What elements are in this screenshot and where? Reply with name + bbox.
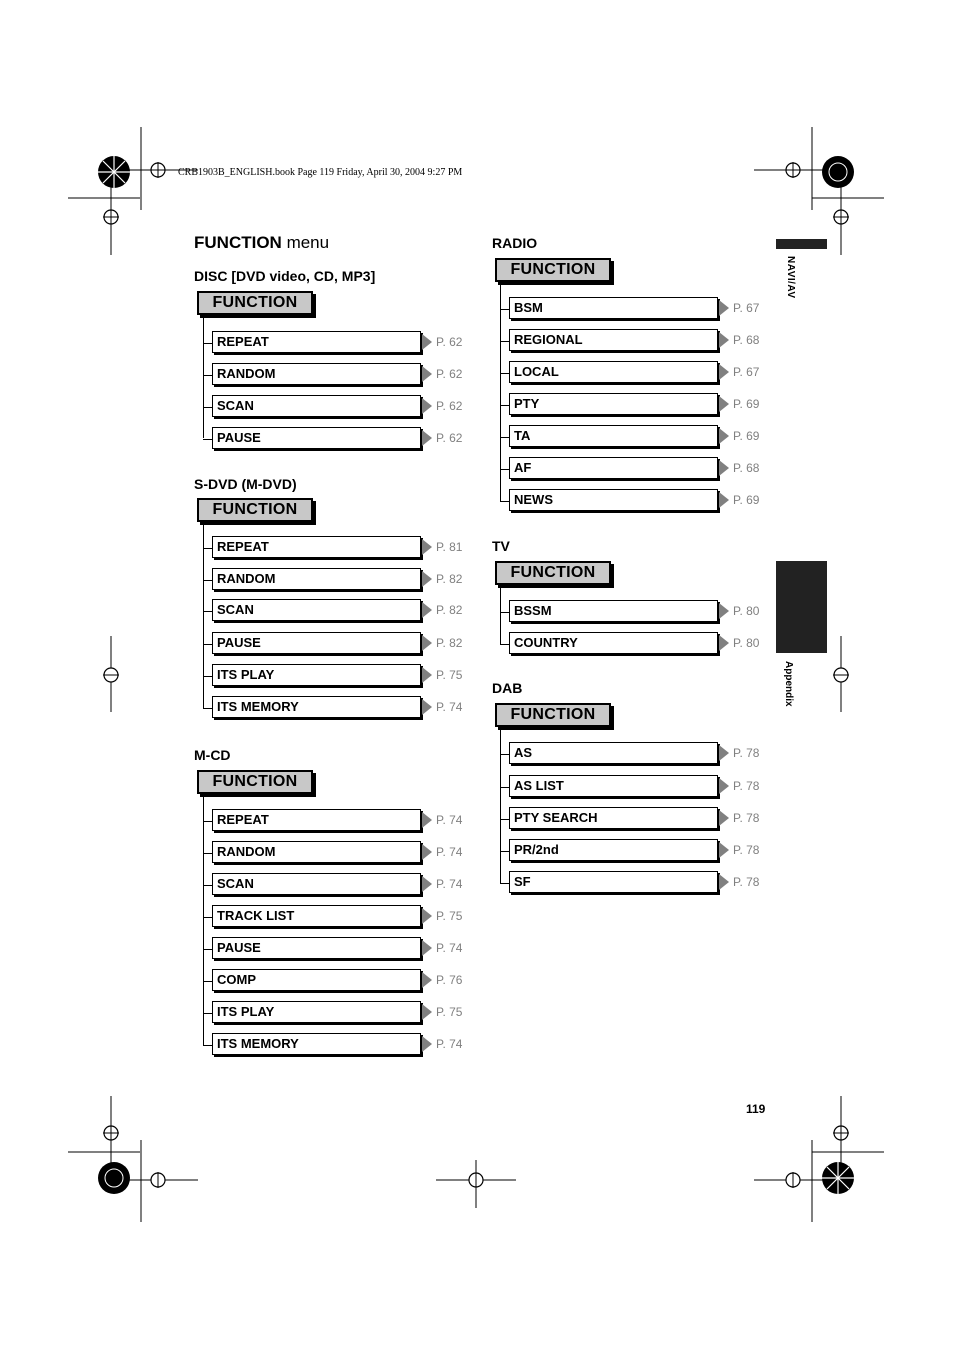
arrow-right-icon: [422, 1004, 432, 1020]
side-tab-appendix: Appendix: [783, 661, 794, 707]
arrow-right-icon: [422, 876, 432, 892]
tree-branch: [500, 612, 509, 613]
page-reference: P. 69: [733, 493, 760, 507]
menu-item-label: ITS MEMORY: [212, 1033, 421, 1055]
arrow-right-icon: [719, 810, 729, 826]
arrow-right-icon: [422, 940, 432, 956]
arrow-right-icon: [719, 332, 729, 348]
tree-branch: [500, 883, 509, 884]
page-reference: P. 80: [733, 604, 760, 618]
page-reference: P. 68: [733, 461, 760, 475]
menu-item-label: PTY: [509, 393, 718, 415]
tree-branch: [500, 754, 509, 755]
menu-item-label: ITS PLAY: [212, 664, 421, 686]
arrow-right-icon: [422, 366, 432, 382]
menu-item-label: COUNTRY: [509, 632, 718, 654]
tree-branch: [500, 469, 509, 470]
page-reference: P. 69: [733, 429, 760, 443]
tree-branch: [500, 644, 509, 645]
tree-branch: [203, 917, 212, 918]
tree-branch: [203, 708, 212, 709]
page-reference: P. 62: [436, 399, 463, 413]
menu-item-label: REPEAT: [212, 536, 421, 558]
arrow-right-icon: [719, 460, 729, 476]
arrow-right-icon: [422, 539, 432, 555]
arrow-right-icon: [719, 778, 729, 794]
menu-item-label: ITS PLAY: [212, 1001, 421, 1023]
page-number: 119: [746, 1102, 766, 1116]
mcd-heading: M-CD: [194, 747, 231, 763]
arrow-right-icon: [719, 364, 729, 380]
page-reference: P. 75: [436, 909, 463, 923]
side-tab-block: [776, 561, 827, 653]
page-reference: P. 78: [733, 811, 760, 825]
page-title-main: FUNCTION: [194, 233, 282, 252]
page-reference: P. 78: [733, 875, 760, 889]
menu-item-label: AF: [509, 457, 718, 479]
arrow-right-icon: [422, 812, 432, 828]
dab-heading: DAB: [492, 680, 523, 696]
arrow-right-icon: [422, 398, 432, 414]
menu-item-label: NEWS: [509, 489, 718, 511]
menu-item-label: REGIONAL: [509, 329, 718, 351]
menu-item-label: SCAN: [212, 395, 421, 417]
side-tab-navi: NAVI/AV: [785, 256, 796, 299]
arrow-right-icon: [719, 300, 729, 316]
page-reference: P. 67: [733, 365, 760, 379]
arrow-right-icon: [422, 334, 432, 350]
page-reference: P. 74: [436, 941, 463, 955]
page-reference: P. 74: [436, 1037, 463, 1051]
arrow-right-icon: [422, 972, 432, 988]
menu-item-label: TRACK LIST: [212, 905, 421, 927]
menu-item-label: SF: [509, 871, 718, 893]
radio-function-label: FUNCTION: [495, 258, 611, 282]
tree-branch: [500, 341, 509, 342]
menu-item-label: ITS MEMORY: [212, 696, 421, 718]
menu-item-label: PAUSE: [212, 937, 421, 959]
page-reference: P. 67: [733, 301, 760, 315]
page-reference: P. 82: [436, 603, 463, 617]
page-reference: P. 75: [436, 1005, 463, 1019]
page-reference: P. 69: [733, 397, 760, 411]
tree-branch: [203, 1045, 212, 1046]
tree-branch: [500, 373, 509, 374]
tv-tree-line: [500, 587, 501, 645]
radio-heading: RADIO: [492, 235, 538, 251]
tree-branch: [203, 343, 212, 344]
arrow-right-icon: [422, 430, 432, 446]
menu-item-label: PR/2nd: [509, 839, 718, 861]
arrow-right-icon: [719, 635, 729, 651]
disc-function-label: FUNCTION: [197, 291, 313, 315]
mcd-function-label: FUNCTION: [197, 770, 313, 794]
arrow-right-icon: [422, 667, 432, 683]
page-reference: P. 74: [436, 813, 463, 827]
page-reference: P. 78: [733, 746, 760, 760]
page-reference: P. 76: [436, 973, 463, 987]
menu-item-label: BSSM: [509, 600, 718, 622]
menu-item-label: LOCAL: [509, 361, 718, 383]
tree-branch: [500, 787, 509, 788]
menu-item-label: PAUSE: [212, 427, 421, 449]
disc-tree-line: [203, 318, 204, 438]
tree-branch: [203, 676, 212, 677]
sdvd-tree-line: [203, 523, 204, 708]
page-reference: P. 78: [733, 779, 760, 793]
page-reference: P. 74: [436, 700, 463, 714]
tree-branch: [203, 981, 212, 982]
page-reference: P. 62: [436, 431, 463, 445]
tree-branch: [500, 819, 509, 820]
arrow-right-icon: [422, 699, 432, 715]
side-tab-bar: [776, 239, 827, 249]
menu-item-label: COMP: [212, 969, 421, 991]
arrow-right-icon: [422, 571, 432, 587]
page-reference: P. 62: [436, 335, 463, 349]
tree-branch: [203, 375, 212, 376]
menu-item-label: RANDOM: [212, 841, 421, 863]
arrow-right-icon: [719, 396, 729, 412]
tree-branch: [500, 501, 509, 502]
tree-branch: [500, 437, 509, 438]
page-reference: P. 68: [733, 333, 760, 347]
sdvd-heading: S-DVD (M-DVD): [194, 476, 297, 492]
tree-branch: [203, 580, 212, 581]
tree-branch: [203, 548, 212, 549]
arrow-right-icon: [422, 908, 432, 924]
dab-function-label: FUNCTION: [495, 703, 611, 727]
menu-item-label: REPEAT: [212, 331, 421, 353]
page-reference: P. 78: [733, 843, 760, 857]
tree-branch: [500, 309, 509, 310]
page-reference: P. 80: [733, 636, 760, 650]
menu-item-label: SCAN: [212, 873, 421, 895]
page-reference: P. 81: [436, 540, 463, 554]
menu-item-label: BSM: [509, 297, 718, 319]
page-title-sub: menu: [286, 233, 330, 252]
arrow-right-icon: [719, 428, 729, 444]
tree-branch: [203, 949, 212, 950]
tree-branch: [203, 439, 212, 440]
tv-heading: TV: [492, 538, 510, 554]
tv-function-label: FUNCTION: [495, 561, 611, 585]
page-reference: P. 82: [436, 636, 463, 650]
menu-item-label: RANDOM: [212, 363, 421, 385]
arrow-right-icon: [422, 602, 432, 618]
mcd-tree-line: [203, 796, 204, 1045]
tree-branch: [500, 851, 509, 852]
tree-branch: [203, 644, 212, 645]
tree-branch: [203, 821, 212, 822]
page-title: [194, 233, 329, 253]
arrow-right-icon: [719, 492, 729, 508]
tree-branch: [203, 1013, 212, 1014]
page-reference: P. 74: [436, 877, 463, 891]
page-reference: P. 74: [436, 845, 463, 859]
menu-item-label: PTY SEARCH: [509, 807, 718, 829]
menu-item-label: SCAN: [212, 599, 421, 621]
tree-branch: [500, 405, 509, 406]
page-reference: P. 75: [436, 668, 463, 682]
tree-branch: [203, 407, 212, 408]
arrow-right-icon: [422, 1036, 432, 1052]
arrow-right-icon: [422, 635, 432, 651]
arrow-right-icon: [719, 874, 729, 890]
arrow-right-icon: [719, 603, 729, 619]
arrow-right-icon: [422, 844, 432, 860]
tree-branch: [203, 885, 212, 886]
menu-item-label: AS: [509, 742, 718, 764]
print-header: CRB1903B_ENGLISH.book Page 119 Friday, April 30, 2004 9:27 PM: [178, 167, 463, 178]
disc-heading: DISC [DVD video, CD, MP3]: [194, 268, 376, 284]
page-reference: P. 82: [436, 572, 463, 586]
menu-item-label: TA: [509, 425, 718, 447]
dab-tree-line: [500, 729, 501, 884]
menu-item-label: RANDOM: [212, 568, 421, 590]
menu-item-label: REPEAT: [212, 809, 421, 831]
page-reference: P. 62: [436, 367, 463, 381]
arrow-right-icon: [719, 745, 729, 761]
sdvd-function-label: FUNCTION: [197, 498, 313, 522]
menu-item-label: AS LIST: [509, 775, 718, 797]
arrow-right-icon: [719, 842, 729, 858]
tree-branch: [203, 853, 212, 854]
tree-branch: [203, 611, 212, 612]
menu-item-label: PAUSE: [212, 632, 421, 654]
